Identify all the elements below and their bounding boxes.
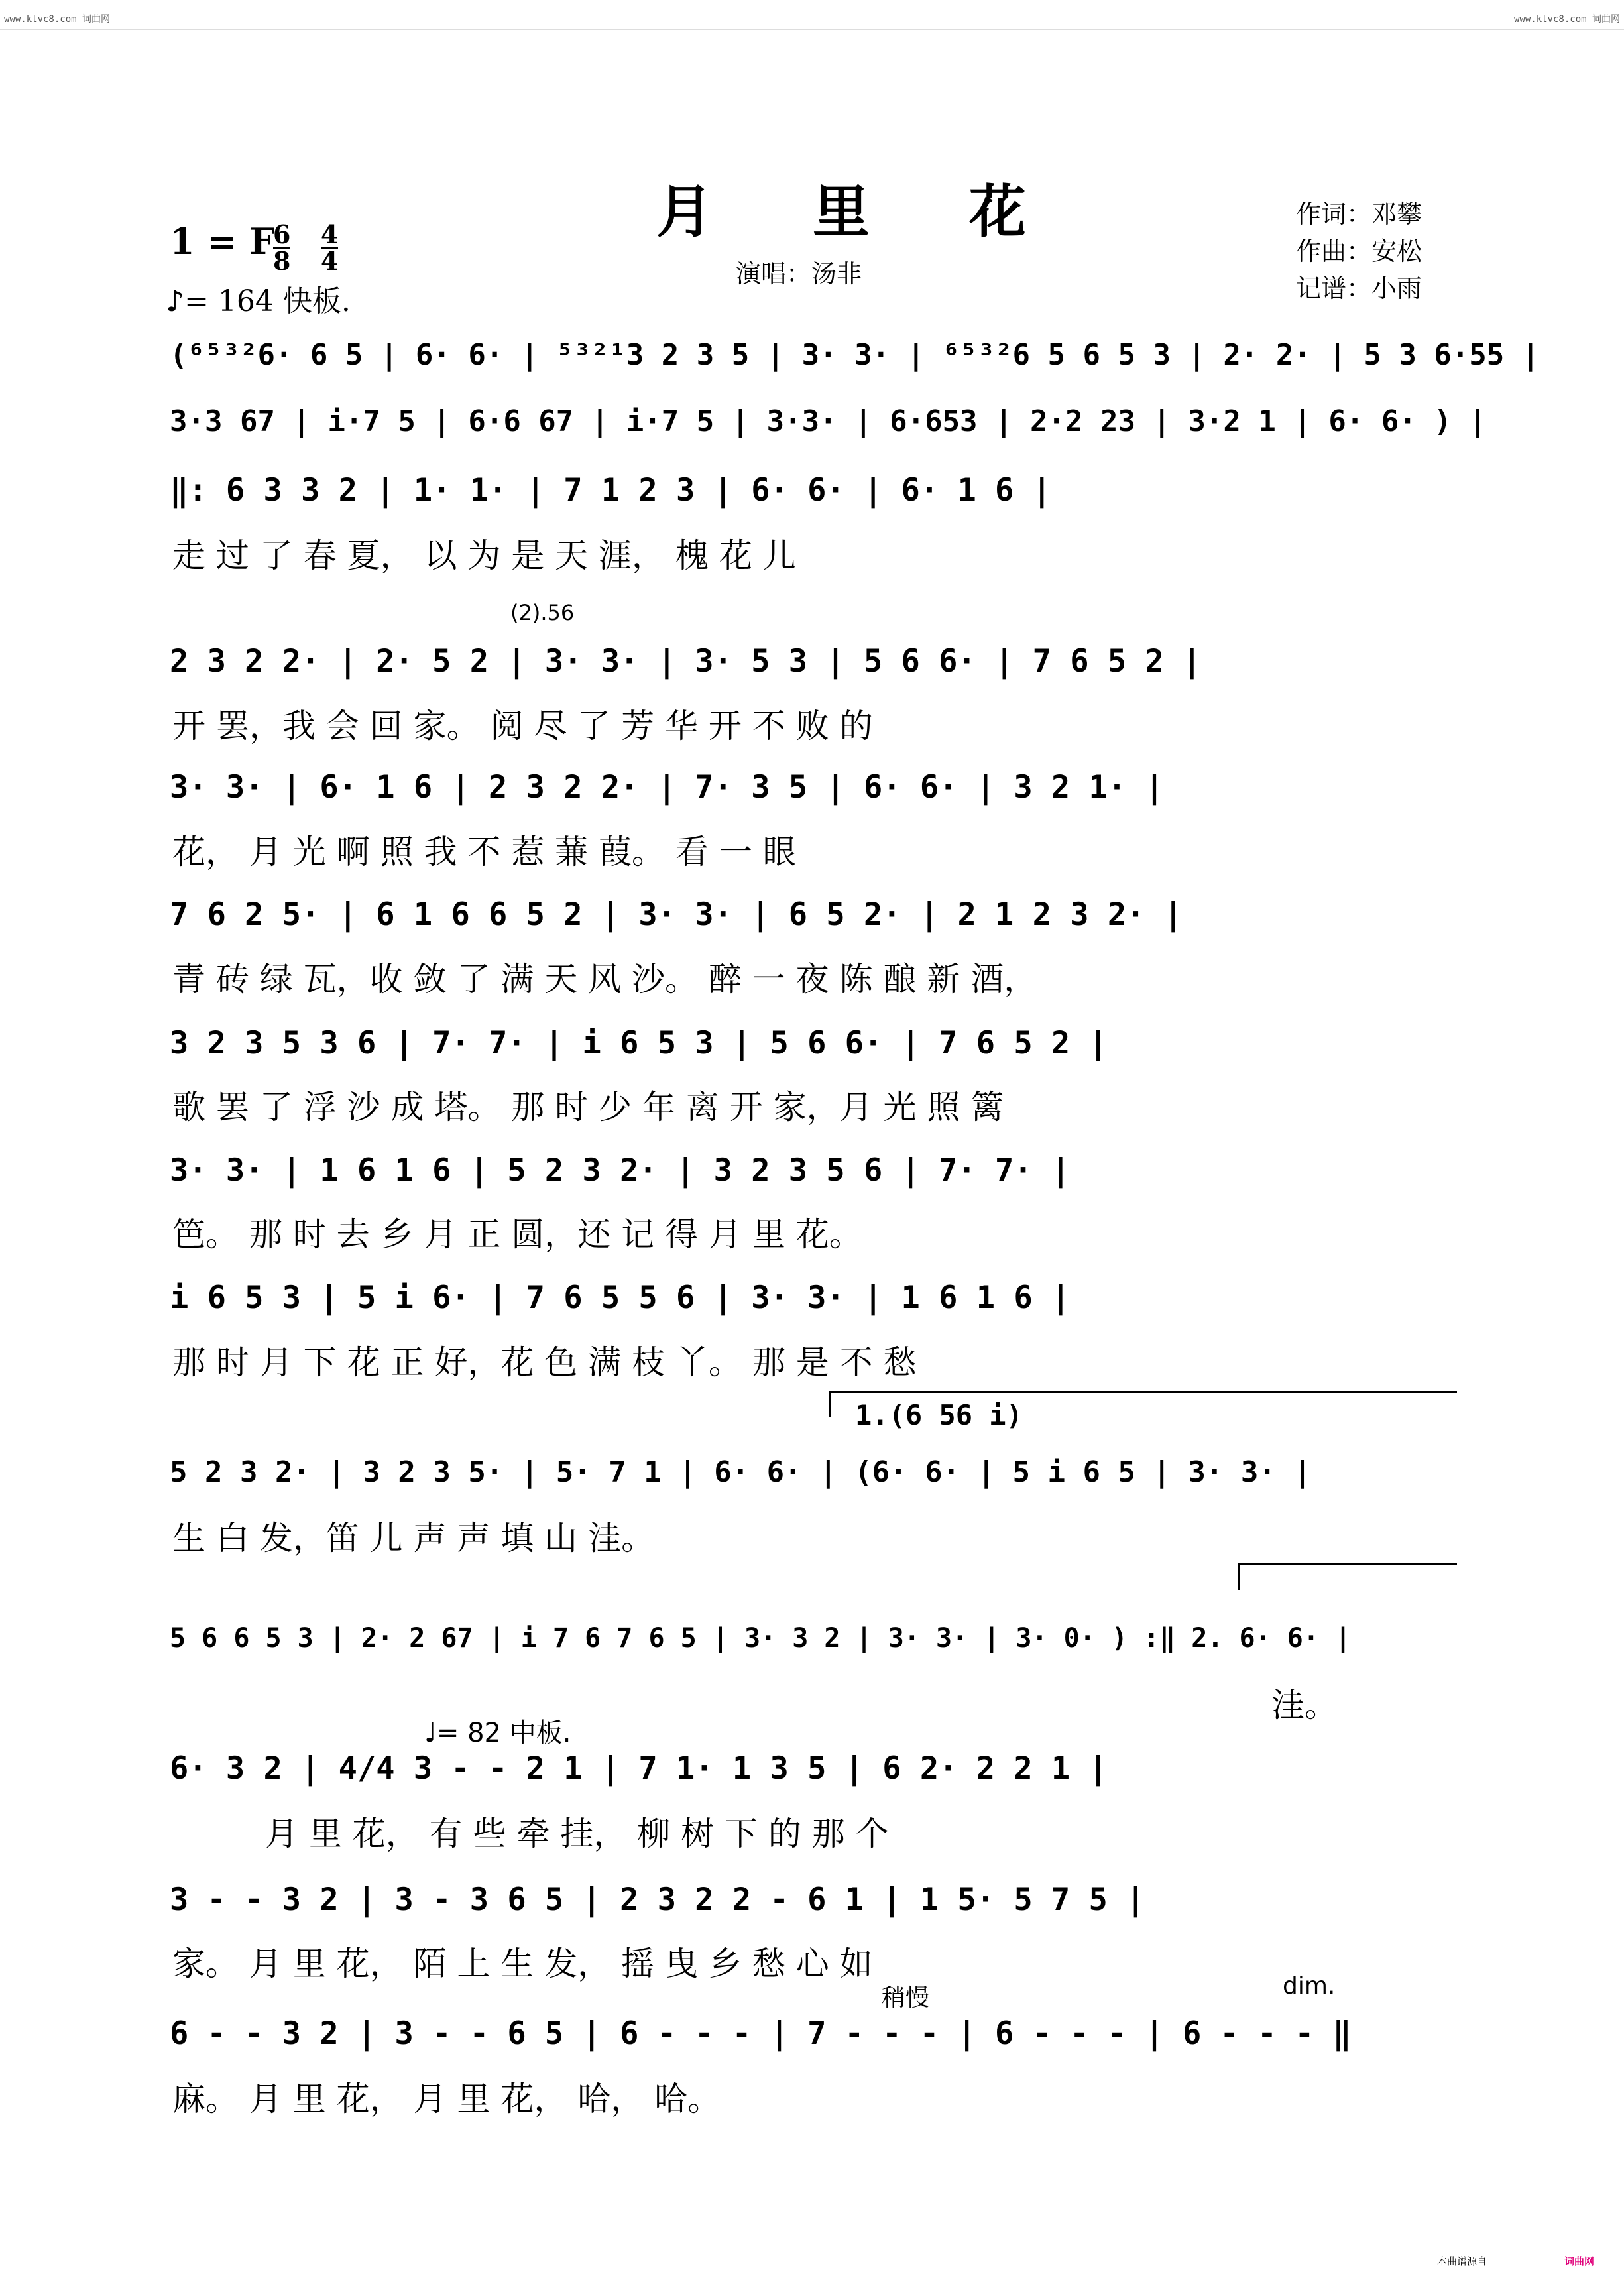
volta-1-bracket-edge — [829, 1391, 831, 1417]
side-watermark-right — [1615, 60, 1623, 2248]
time-signature-68: 6 8 — [273, 219, 291, 276]
lyric-row-7: 那 时 月 下 花 正 好，花 色 满 枝 丫。 那 是 不 愁 — [172, 1343, 917, 1382]
volta-2-bracket-edge — [1238, 1563, 1240, 1590]
lyric-row-12: 麻。 月 里 花， 月 里 花， 哈， 哈。 — [172, 2080, 721, 2118]
lyric-row-5: 歌 罢 了 浮 沙 成 塔。 那 时 少 年 离 开 家，月 光 照 篱 — [172, 1088, 1004, 1126]
side-watermark-left — [1, 60, 9, 2248]
score-row-intro-2: 3·3 67 | i·7 5 | 6·6 67 | i·7 5 | 3·3· | 6·653 | 2·2 23 | 3·2 1 | 6· 6· ) | — [170, 404, 1487, 438]
score-row-verse-3: 3· 3· | 6· 1 6 | 2 3 2 2· | 7· 3 5 | 6· 6· | 3 2 1· | — [170, 769, 1164, 806]
volta-2-annotation: (2).56 — [510, 600, 575, 625]
score-row-chorus-2: 3 - - 3 2 | 3 - 3 6 5 | 2 3 2 2 - 6 1 | 1 5· 5 7 5 | — [170, 1882, 1145, 1918]
lyricist-credit: 作词：邓攀 — [1296, 200, 1422, 229]
score-row-verse-7: i 6 5 3 | 5 i 6· | 7 6 5 5 6 | 3· 3· | 1 6 1 6 | — [170, 1280, 1071, 1316]
score-row-chorus-1: 6· 3 2 | 4/4 3 - - 2 1 | 7 1· 1 3 5 | 6 2· 2 2 1 | — [170, 1750, 1108, 1787]
volta-2-bracket — [1238, 1563, 1457, 1565]
score-row-verse-4: 7 6 2 5· | 6 1 6 6 5 2 | 3· 3· | 6 5 2· | 2 1 2 3 2· | — [170, 896, 1183, 933]
score-row-intro-1: (⁶⁵³²6· 6 5 | 6· 6· | ⁵³²¹3 2 3 5 | 3· 3· | ⁶⁵³²6 5 6 5 3 | 2· 2· | 5 3 6·55 | — [170, 338, 1540, 372]
diminuendo-annotation: dim. — [1283, 1972, 1336, 2000]
score-row-verse-1: ‖: 6 3 3 2 | 1· 1· | 7 1 2 3 | 6· 6· | 6· 1 6 | — [170, 472, 1051, 509]
slower-annotation: 稍慢 — [882, 1984, 930, 2012]
tempo-change-annotation: ♩= 82 中板. — [424, 1718, 571, 1748]
score-row-ending: 6 - - 3 2 | 3 - - 6 5 | 6 - - - | 7 - - - | 6 - - - | 6 - - - ‖ — [170, 2015, 1352, 2052]
score-row-verse-2: 2 3 2 2· | 2· 5 2 | 3· 3· | 3· 5 3 | 5 6 6· | 7 6 5 2 | — [170, 643, 1202, 680]
lyric-row-6: 笆。 那 时 去 乡 月 正 圆，还 记 得 月 里 花。 — [172, 1215, 862, 1254]
header-rule — [0, 29, 1624, 30]
score-row-interlude: 5 6 6 5 3 | 2· 2 67 | i 7 6 7 6 5 | 3· 3 2 | 3· 3· | 3· 0· ) :‖ 2. 6· 6· | — [170, 1623, 1352, 1653]
lyric-row-4: 青 砖 绿 瓦，收 敛 了 满 天 风 沙。 醉 一 夜 陈 酿 新 酒， — [172, 960, 1037, 998]
site-watermark-right[interactable]: www.ktvc8.com 词曲网 — [1513, 14, 1620, 25]
site-watermark-left[interactable]: www.ktvc8.com 词曲网 — [4, 14, 111, 25]
volta-1-bracket — [829, 1391, 1457, 1393]
lyric-row-11: 家。 月 里 花， 陌 上 生 发， 摇 曳 乡 愁 心 如 — [172, 1945, 873, 1983]
lyric-row-2: 开 罢，我 会 回 家。 阅 尽 了 芳 华 开 不 败 的 — [172, 707, 873, 745]
song-title: 月 里 花 — [656, 178, 1066, 245]
lyric-row-10: 月 里 花， 有 些 牵 挂， 柳 树 下 的 那 个 — [265, 1815, 889, 1853]
transcriber-credit: 记谱：小雨 — [1296, 274, 1422, 303]
footer-brand-link[interactable]: 词曲网 — [1564, 2255, 1595, 2267]
key-signature: 1 = F — [170, 220, 275, 263]
singer-credit: 演唱：汤非 — [736, 259, 862, 288]
score-row-verse-6: 3· 3· | 1 6 1 6 | 5 2 3 2· | 3 2 3 5 6 | 7· 7· | — [170, 1152, 1071, 1189]
time-signature-44: 4 4 — [321, 219, 339, 276]
volta-1-annotation: 1.(6 56 i) — [855, 1399, 1023, 1431]
lyric-row-8: 生 白 发，笛 儿 声 声 填 山 洼。 — [172, 1519, 655, 1557]
score-row-verse-8: 5 2 3 2· | 3 2 3 5· | 5· 7 1 | 6· 6· | (6· 6· | 5 i 6 5 | 3· 3· | — [170, 1455, 1311, 1489]
score-row-verse-5: 3 2 3 5 3 6 | 7· 7· | i 6 5 3 | 5 6 6· | 7 6 5 2 | — [170, 1025, 1108, 1061]
composer-credit: 作曲：安松 — [1296, 237, 1422, 266]
footer-source-text: 本曲谱源自 — [1437, 2255, 1487, 2267]
lyric-row-9: 洼。 — [1271, 1686, 1338, 1724]
tempo-marking: ♪= 164 快板. — [166, 284, 351, 318]
lyric-row-1: 走 过 了 春 夏， 以 为 是 天 涯， 槐 花 儿 — [172, 536, 796, 575]
lyric-row-3: 花， 月 光 啊 照 我 不 惹 蒹 葭。 看 一 眼 — [172, 833, 796, 871]
